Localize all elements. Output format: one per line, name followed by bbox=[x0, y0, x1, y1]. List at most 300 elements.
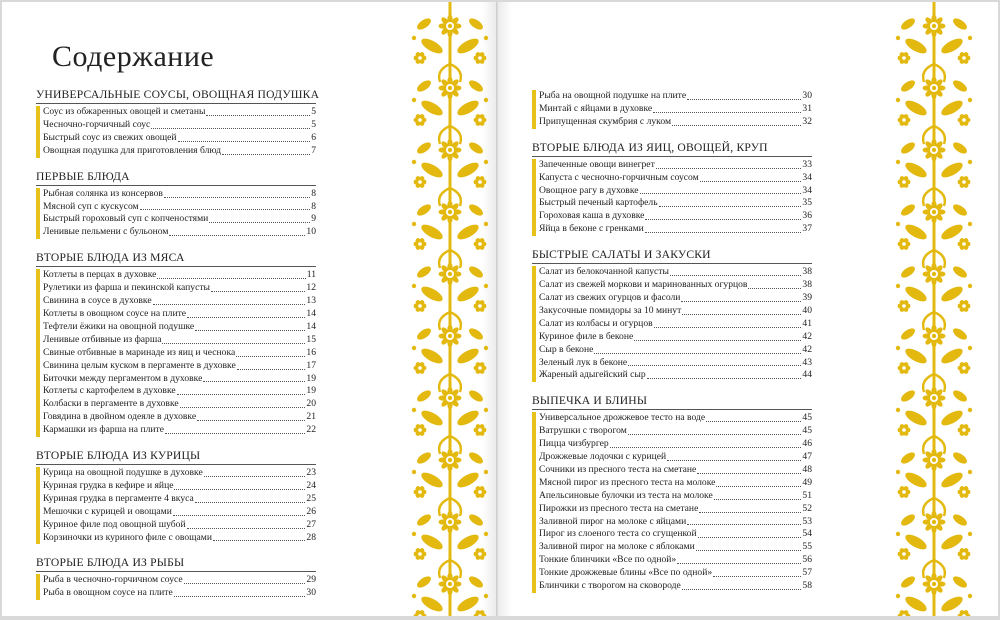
entry-page-number: 14 bbox=[306, 320, 316, 332]
toc-entry bbox=[43, 145, 316, 158]
ornament-bud bbox=[480, 300, 485, 305]
toc-section bbox=[36, 556, 316, 600]
entry-page-number: 20 bbox=[306, 398, 316, 410]
entry-list bbox=[36, 574, 316, 600]
dot-leader bbox=[748, 288, 801, 289]
ornament-bud-center bbox=[478, 490, 481, 493]
entry-title: Запеченные овощи винегрет bbox=[539, 158, 655, 170]
toc-entry bbox=[43, 334, 316, 347]
toc-entry bbox=[43, 347, 316, 360]
floral-ornament-left bbox=[410, 2, 490, 616]
entry-title: Заливной пирог на молоке с яблоками bbox=[539, 541, 695, 553]
entry-page-number: 17 bbox=[306, 359, 316, 371]
ornament-dot bbox=[484, 160, 488, 164]
toc-entry bbox=[43, 519, 316, 532]
toc-entry bbox=[539, 318, 812, 331]
ornament-flower-core bbox=[448, 210, 452, 214]
entry-title: Колбаски в пергаменте в духовке bbox=[43, 398, 179, 410]
toc-column-right bbox=[532, 88, 812, 605]
entry-page-number: 36 bbox=[802, 210, 812, 222]
entry-title: Корзиночки из куриного филе с овощами bbox=[43, 531, 213, 543]
ornament-bud-center bbox=[962, 304, 965, 307]
entry-page-number: 24 bbox=[306, 479, 316, 491]
entry-title: Мешочки с курицей и овощами bbox=[43, 505, 172, 517]
entry-title: Универсальное дрожжевое тесто на воде bbox=[539, 412, 706, 424]
ornament-bud bbox=[964, 424, 969, 429]
toc-section bbox=[36, 170, 316, 240]
toc-entry bbox=[43, 506, 316, 519]
entry-title: Тонкие блинчики «Все по одной» bbox=[539, 554, 677, 566]
toc-entry bbox=[539, 490, 812, 503]
entry-page-number: 7 bbox=[311, 144, 316, 156]
entry-page-number: 8 bbox=[311, 200, 316, 212]
toc-entry bbox=[539, 528, 812, 541]
entry-title: Соус из обжаренных овощей и сметаны bbox=[43, 106, 206, 117]
ornament-bud bbox=[480, 238, 485, 243]
toc-entry bbox=[43, 424, 316, 437]
ornament-leaf bbox=[415, 264, 433, 280]
entry-title: Сыр в беконе bbox=[539, 343, 594, 355]
dot-leader bbox=[682, 314, 801, 315]
ornament-flower-core bbox=[448, 396, 452, 400]
ornament-leaf bbox=[951, 78, 969, 94]
dot-leader bbox=[713, 576, 801, 577]
ornament-bud-center bbox=[478, 428, 481, 431]
entry-title: Заливной пирог на молоке с яйцами bbox=[539, 515, 687, 527]
entry-title: Свиные отбивные в маринаде из яиц и чеснока bbox=[43, 346, 236, 358]
ornament-bud bbox=[904, 114, 909, 119]
ornament-bud bbox=[420, 424, 425, 429]
ornament-bud bbox=[904, 238, 909, 243]
entry-page-number: 22 bbox=[306, 424, 316, 436]
entry-title: Капуста с чесночно-горчичным соусом bbox=[539, 171, 699, 183]
ornament-bud bbox=[964, 548, 969, 553]
entry-title: Яйца в беконе с гренками bbox=[539, 223, 644, 235]
ornament-dot bbox=[896, 222, 900, 226]
dot-leader bbox=[645, 219, 801, 220]
ornament-leaf bbox=[415, 78, 433, 94]
ornament-leaf bbox=[415, 574, 433, 590]
ornament-bud-center bbox=[902, 366, 905, 369]
entry-title: Биточки между пергаментом в духовке bbox=[43, 372, 203, 384]
entry-page-number: 30 bbox=[802, 90, 812, 101]
ornament-dot bbox=[484, 346, 488, 350]
entry-title: Блинчики с творогом на сковороде bbox=[539, 580, 681, 592]
dot-leader bbox=[211, 291, 305, 292]
entry-page-number: 45 bbox=[802, 425, 812, 437]
dot-leader bbox=[681, 301, 801, 302]
ornament-bud bbox=[964, 52, 969, 57]
ornament-bud-center bbox=[962, 180, 965, 183]
ornament-bud bbox=[904, 52, 909, 57]
entry-title: Тонкие дрожжевые блины «Все по одной» bbox=[539, 567, 713, 579]
entry-title: Чесночно-горчичный соус bbox=[43, 118, 151, 130]
entry-title: Рыбная солянка из консервов bbox=[43, 187, 163, 199]
ornament-leaf bbox=[467, 388, 485, 404]
entry-page-number: 26 bbox=[306, 505, 316, 517]
toc-entry bbox=[43, 373, 316, 386]
ornament-leaf bbox=[951, 202, 969, 218]
entry-title: Быстрый печеный картофель bbox=[539, 197, 658, 209]
dot-leader bbox=[682, 589, 802, 590]
ornament-leaf bbox=[467, 16, 485, 32]
ornament-dot bbox=[896, 36, 900, 40]
dot-leader bbox=[634, 340, 801, 341]
entry-page-number: 34 bbox=[802, 184, 812, 196]
ornament-dot bbox=[968, 470, 972, 474]
dot-leader bbox=[164, 197, 310, 198]
toc-entry bbox=[539, 172, 812, 185]
entry-list bbox=[532, 266, 812, 382]
dot-leader bbox=[209, 222, 310, 223]
ornament-bud-center bbox=[418, 428, 421, 431]
toc-entry bbox=[43, 574, 316, 587]
ornament-leaf bbox=[415, 512, 433, 528]
entry-page-number: 42 bbox=[802, 343, 812, 355]
ornament-bud bbox=[480, 52, 485, 57]
dot-leader bbox=[687, 99, 801, 100]
ornament-flower-core bbox=[448, 334, 452, 338]
ornament-flower-core bbox=[932, 520, 936, 524]
ornament-dot bbox=[968, 98, 972, 102]
entry-list bbox=[532, 412, 812, 593]
dot-leader bbox=[197, 420, 305, 421]
toc-entry bbox=[43, 411, 316, 424]
ornament-dot bbox=[412, 36, 416, 40]
ornament-dot bbox=[412, 594, 416, 598]
entry-list bbox=[532, 90, 812, 129]
ornament-bud-center bbox=[418, 180, 421, 183]
entry-page-number: 30 bbox=[306, 587, 316, 599]
dot-leader bbox=[654, 327, 802, 328]
ornament-bud bbox=[420, 300, 425, 305]
entry-title: Кармашки из фарша на плите bbox=[43, 424, 164, 436]
entry-title: Мясной пирог из пресного теста на молоке bbox=[539, 476, 716, 488]
entry-page-number: 35 bbox=[802, 197, 812, 209]
ornament-dot bbox=[896, 408, 900, 412]
ornament-flower-core bbox=[448, 24, 452, 28]
entry-page-number: 19 bbox=[306, 372, 316, 384]
ornament-dot bbox=[896, 98, 900, 102]
ornament-bud bbox=[964, 238, 969, 243]
toc-entry bbox=[539, 116, 812, 129]
ornament-bud bbox=[420, 486, 425, 491]
ornament-bud bbox=[480, 548, 485, 553]
ornament-leaf bbox=[467, 202, 485, 218]
toc-entry bbox=[539, 292, 812, 305]
ornament-dot bbox=[968, 160, 972, 164]
ornament-flower-core bbox=[932, 582, 936, 586]
dot-leader bbox=[169, 235, 305, 236]
entry-page-number: 54 bbox=[802, 528, 812, 540]
dot-leader bbox=[696, 550, 802, 551]
ornament-flower-core bbox=[448, 148, 452, 152]
ornament-bud bbox=[420, 52, 425, 57]
ornament-bud-center bbox=[418, 366, 421, 369]
ornament-flower-core bbox=[448, 582, 452, 586]
section-heading: ВТОРЫЕ БЛЮДА ИЗ КУРИЦЫ bbox=[36, 449, 316, 465]
entry-page-number: 5 bbox=[311, 106, 316, 117]
entry-page-number: 52 bbox=[802, 502, 812, 514]
toc-entry bbox=[43, 360, 316, 373]
entry-title: Апельсиновые булочки из теста на молоке bbox=[539, 489, 713, 501]
entry-title: Дрожжевые лодочки с курицей bbox=[539, 451, 667, 463]
dot-leader bbox=[610, 447, 802, 448]
ornament-dot bbox=[412, 160, 416, 164]
entry-page-number: 11 bbox=[306, 269, 316, 281]
entry-title: Гороховая каша в духовке bbox=[539, 210, 645, 222]
ornament-flower-core bbox=[932, 272, 936, 276]
dot-leader bbox=[714, 499, 802, 500]
ornament-dot bbox=[484, 222, 488, 226]
ornament-bud-center bbox=[962, 428, 965, 431]
ornament-dot bbox=[412, 408, 416, 412]
entry-title: Курица на овощной подушке в духовке bbox=[43, 467, 203, 479]
dot-leader bbox=[184, 583, 306, 584]
toc-entry bbox=[539, 554, 812, 567]
ornament-dot bbox=[968, 594, 972, 598]
ornament-bud-center bbox=[418, 242, 421, 245]
ornament-dot bbox=[896, 160, 900, 164]
ornament-dot bbox=[896, 346, 900, 350]
dot-leader bbox=[204, 476, 306, 477]
ornament-bud-center bbox=[418, 304, 421, 307]
entry-page-number: 46 bbox=[802, 438, 812, 450]
toc-entry bbox=[539, 279, 812, 292]
entry-title: Рыба на овощной подушке на плите bbox=[539, 90, 687, 101]
dot-leader bbox=[173, 515, 306, 516]
ornament-dot bbox=[412, 284, 416, 288]
ornament-leaf bbox=[899, 388, 917, 404]
left-page bbox=[2, 2, 497, 616]
entry-title: Куриная грудка в пергаменте 4 вкуса bbox=[43, 492, 194, 504]
entry-page-number: 12 bbox=[306, 282, 316, 294]
entry-page-number: 5 bbox=[311, 118, 316, 130]
toc-entry bbox=[539, 331, 812, 344]
ornament-dot bbox=[412, 470, 416, 474]
ornament-leaf bbox=[951, 140, 969, 156]
dot-leader bbox=[653, 112, 801, 113]
entry-page-number: 55 bbox=[802, 541, 812, 553]
ornament-bud bbox=[904, 362, 909, 367]
ornament-leaf bbox=[899, 264, 917, 280]
entry-title: Куриная грудка в кефире и яйце bbox=[43, 479, 174, 491]
ornament-bud bbox=[480, 362, 485, 367]
entry-page-number: 48 bbox=[802, 463, 812, 475]
ornament-bud-center bbox=[962, 56, 965, 59]
ornament-leaf bbox=[415, 388, 433, 404]
entry-title: Свинина целым куском в пергаменте в духовке bbox=[43, 359, 236, 371]
toc-entry bbox=[43, 385, 316, 398]
ornament-flower-core bbox=[932, 86, 936, 90]
entry-page-number: 15 bbox=[306, 333, 316, 345]
entry-page-number: 13 bbox=[306, 295, 316, 307]
ornament-bud-center bbox=[418, 552, 421, 555]
toc-entry bbox=[539, 580, 812, 593]
ornament-dot bbox=[484, 532, 488, 536]
ornament-bud bbox=[480, 114, 485, 119]
entry-page-number: 28 bbox=[306, 531, 316, 543]
page-title: Содержание bbox=[52, 40, 215, 73]
toc-entry bbox=[43, 308, 316, 321]
entry-page-number: 56 bbox=[802, 554, 812, 566]
toc-entry bbox=[539, 210, 812, 223]
toc-section bbox=[532, 248, 812, 382]
toc-entry bbox=[539, 197, 812, 210]
entry-page-number: 41 bbox=[802, 317, 812, 329]
dot-leader bbox=[151, 128, 310, 129]
ornament-bud bbox=[480, 610, 485, 615]
dot-leader bbox=[656, 168, 802, 169]
ornament-leaf bbox=[415, 326, 433, 342]
toc-entry bbox=[43, 188, 316, 201]
ornament-bud-center bbox=[478, 118, 481, 121]
toc-entry bbox=[539, 90, 812, 103]
toc-entry bbox=[539, 266, 812, 279]
toc-section bbox=[36, 449, 316, 544]
toc-entry bbox=[43, 269, 316, 282]
ornament-leaf bbox=[467, 264, 485, 280]
dot-leader bbox=[645, 232, 802, 233]
toc-entry bbox=[539, 412, 812, 425]
dot-leader bbox=[716, 486, 801, 487]
toc-entry bbox=[43, 480, 316, 493]
entry-page-number: 19 bbox=[306, 385, 316, 397]
toc-entry bbox=[539, 103, 812, 116]
entry-title: Тефтели ёжики на овощной подушке bbox=[43, 320, 195, 332]
toc-entry bbox=[539, 503, 812, 516]
toc-entry bbox=[539, 516, 812, 529]
ornament-bud-center bbox=[902, 180, 905, 183]
dot-leader bbox=[670, 275, 801, 276]
ornament-leaf bbox=[899, 16, 917, 32]
ornament-dot bbox=[896, 470, 900, 474]
dot-leader bbox=[687, 524, 801, 525]
toc-entry bbox=[539, 223, 812, 236]
entry-title: Котлеты в перцах в духовке bbox=[43, 269, 157, 281]
ornament-dot bbox=[968, 532, 972, 536]
entry-title: Рыба в чесночно-горчичном соусе bbox=[43, 574, 183, 586]
dot-leader bbox=[647, 378, 802, 379]
dot-leader bbox=[672, 125, 801, 126]
section-heading: ВТОРЫЕ БЛЮДА ИЗ ЯИЦ, ОВОЩЕЙ, КРУП bbox=[532, 141, 812, 157]
dot-leader bbox=[677, 563, 801, 564]
ornament-bud-center bbox=[418, 56, 421, 59]
toc-entry bbox=[539, 185, 812, 198]
ornament-bud bbox=[480, 176, 485, 181]
ornament-dot bbox=[968, 408, 972, 412]
ornament-dot bbox=[896, 594, 900, 598]
entry-title: Минтай с яйцами в духовке bbox=[539, 102, 653, 114]
dot-leader bbox=[180, 407, 306, 408]
toc-entry bbox=[43, 295, 316, 308]
section-heading: ВТОРЫЕ БЛЮДА ИЗ МЯСА bbox=[36, 251, 316, 267]
entry-list bbox=[36, 106, 316, 158]
toc-entry bbox=[43, 587, 316, 600]
dot-leader bbox=[699, 512, 801, 513]
dot-leader bbox=[174, 596, 306, 597]
dot-leader bbox=[222, 154, 310, 155]
ornament-bud-center bbox=[902, 552, 905, 555]
entry-page-number: 31 bbox=[802, 102, 812, 114]
entry-page-number: 47 bbox=[802, 451, 812, 463]
toc-entry bbox=[539, 305, 812, 318]
entry-page-number: 57 bbox=[802, 567, 812, 579]
ornament-leaf bbox=[951, 16, 969, 32]
ornament-bud bbox=[964, 300, 969, 305]
ornament-bud bbox=[964, 486, 969, 491]
entry-title: Припущенная скумбрия с луком bbox=[539, 115, 672, 127]
dot-leader bbox=[700, 181, 802, 182]
entry-title: Салат из колбасы и огурцов bbox=[539, 317, 653, 329]
entry-page-number: 38 bbox=[802, 279, 812, 291]
toc-section bbox=[36, 251, 316, 437]
dot-leader bbox=[667, 460, 801, 461]
right-page bbox=[498, 2, 998, 616]
ornament-leaf bbox=[467, 512, 485, 528]
toc-entry bbox=[43, 493, 316, 506]
entry-list bbox=[36, 269, 316, 437]
entry-page-number: 6 bbox=[311, 131, 316, 143]
dot-leader bbox=[140, 209, 311, 210]
toc-section bbox=[532, 394, 812, 593]
ornament-leaf bbox=[899, 140, 917, 156]
entry-title: Быстрый соус из свежих овощей bbox=[43, 131, 177, 143]
toc-entry bbox=[43, 226, 316, 239]
ornament-bud bbox=[964, 362, 969, 367]
ornament-dot bbox=[484, 408, 488, 412]
ornament-leaf bbox=[467, 326, 485, 342]
ornament-bud-center bbox=[902, 304, 905, 307]
entry-page-number: 32 bbox=[802, 115, 812, 127]
ornament-leaf bbox=[899, 512, 917, 528]
dot-leader bbox=[236, 356, 305, 357]
ornament-flower-core bbox=[448, 520, 452, 524]
ornament-leaf bbox=[951, 450, 969, 466]
ornament-bud bbox=[964, 114, 969, 119]
ornament-dot bbox=[896, 532, 900, 536]
ornament-leaf bbox=[951, 574, 969, 590]
entry-title: Зеленый лук в беконе bbox=[539, 356, 628, 368]
ornament-flower-core bbox=[932, 148, 936, 152]
entry-title: Куриное филе под овощной шубой bbox=[43, 518, 186, 530]
dot-leader bbox=[174, 489, 305, 490]
ornament-bud-center bbox=[902, 56, 905, 59]
dot-leader bbox=[187, 317, 305, 318]
toc-entry bbox=[539, 477, 812, 490]
ornament-flower-core bbox=[932, 210, 936, 214]
dot-leader bbox=[195, 502, 306, 503]
section-heading: УНИВЕРСАЛЬНЫЕ СОУСЫ, ОВОЩНАЯ ПОДУШКА bbox=[36, 88, 316, 104]
entry-page-number: 29 bbox=[306, 574, 316, 586]
toc-entry bbox=[43, 119, 316, 132]
dot-leader bbox=[157, 278, 305, 279]
dot-leader bbox=[628, 365, 801, 366]
entry-page-number: 21 bbox=[306, 411, 316, 423]
dot-leader bbox=[206, 115, 310, 116]
dot-leader bbox=[698, 537, 802, 538]
entry-page-number: 58 bbox=[802, 580, 812, 592]
entry-title: Быстрый гороховый суп с копченостями bbox=[43, 213, 209, 225]
ornament-bud-center bbox=[962, 242, 965, 245]
entry-title: Ленивые отбивные из фарша bbox=[43, 333, 162, 345]
ornament-leaf bbox=[951, 512, 969, 528]
ornament-leaf bbox=[415, 450, 433, 466]
ornament-flower-core bbox=[448, 272, 452, 276]
ornament-bud bbox=[480, 486, 485, 491]
toc-entry bbox=[43, 467, 316, 480]
ornament-bud bbox=[420, 176, 425, 181]
